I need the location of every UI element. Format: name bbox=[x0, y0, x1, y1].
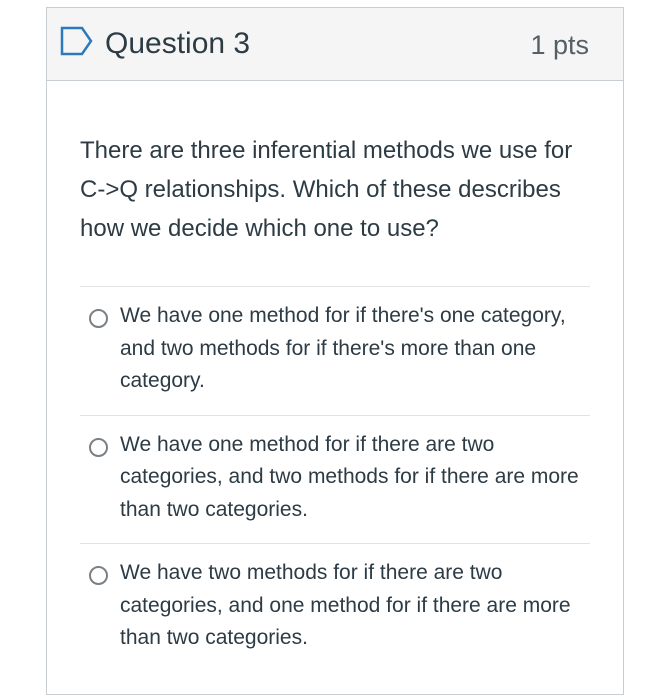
radio-button-2[interactable] bbox=[89, 438, 108, 457]
question-body bbox=[47, 131, 623, 672]
answer-option-1[interactable] bbox=[80, 287, 590, 416]
question-points: 1 pts bbox=[530, 30, 589, 60]
radio-button-3[interactable] bbox=[89, 566, 108, 585]
answer-label-2[interactable]: We have one method for if there are two categories, and two methods for if there are more than two categories. bbox=[120, 432, 579, 521]
radio-button-1[interactable] bbox=[89, 309, 108, 328]
flag-question-icon[interactable] bbox=[60, 26, 94, 56]
answer-option-3[interactable] bbox=[80, 544, 590, 672]
answer-list bbox=[80, 286, 590, 672]
question-text: There are three inferential methods we use for C->Q relationships. Which of these describes how we decide which one to use? bbox=[80, 137, 573, 242]
answer-label-1[interactable]: We have one method for if there's one category, and two methods for if there's more than one category. bbox=[120, 304, 566, 392]
question-header bbox=[47, 8, 623, 81]
question-title: Question 3 bbox=[105, 27, 251, 60]
answer-option-2[interactable] bbox=[80, 416, 590, 545]
question-card bbox=[46, 7, 624, 695]
answer-label-3[interactable]: We have two methods for if there are two categories, and one method for if there are more than two categories. bbox=[120, 561, 571, 649]
